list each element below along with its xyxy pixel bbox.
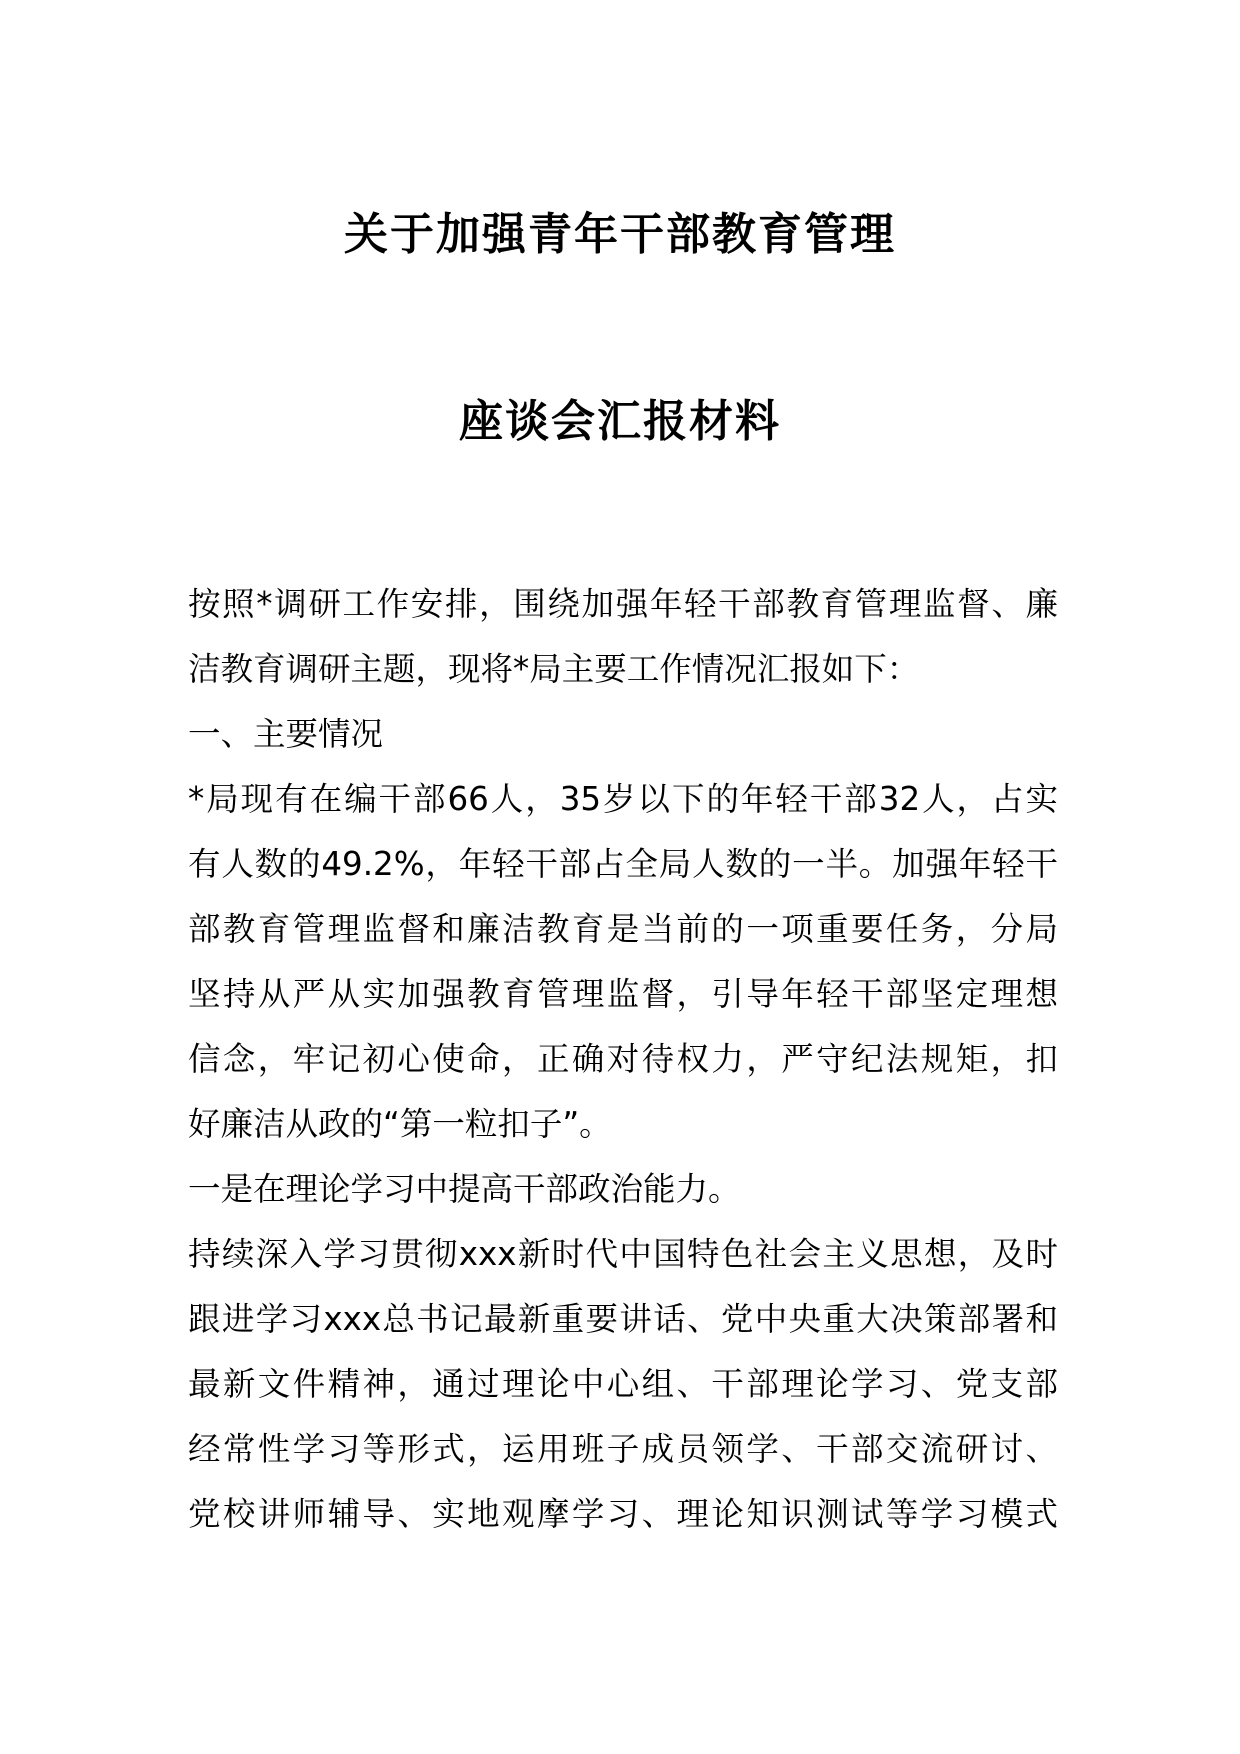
- body-line: 洁教育调研主题，现将*局主要工作情况汇报如下：: [188, 650, 920, 688]
- body-line: 最新文件精神，通过理论中心组、干部理论学习、党支部: [188, 1365, 1058, 1403]
- body-line: 跟进学习xxx总书记最新重要讲话、党中央重大决策部署和: [188, 1300, 1058, 1338]
- body-line: 按照*调研工作安排，围绕加强年轻干部教育管理监督、廉: [188, 585, 1058, 623]
- body-line: 党校讲师辅导、实地观摩学习、理论知识测试等学习模式: [188, 1495, 1058, 1533]
- body-line: 部教育管理监督和廉洁教育是当前的一项重要任务，分局: [188, 910, 1058, 948]
- body-line: 好廉洁从政的“第一粒扣子”。: [188, 1105, 612, 1143]
- body-line: *局现有在编干部66人，35岁以下的年轻干部32人，占实: [188, 780, 1058, 818]
- document-body: [188, 572, 1058, 1547]
- body-line: 信念，牢记初心使命，正确对待权力，严守纪法规矩，扣: [188, 1040, 1058, 1078]
- document-title-line-1: 关于加强青年干部教育管理: [344, 209, 896, 260]
- body-line: 有人数的49.2%，年轻干部占全局人数的一半。加强年轻干: [188, 845, 1058, 883]
- section-heading: 一、主要情况: [188, 715, 384, 753]
- body-line: 持续深入学习贯彻xxx新时代中国特色社会主义思想，及时: [188, 1235, 1058, 1273]
- body-line: 坚持从严从实加强教育管理监督，引导年轻干部坚定理想: [188, 975, 1058, 1013]
- body-line: 经常性学习等形式，运用班子成员领学、干部交流研讨、: [188, 1430, 1058, 1468]
- subsection-heading: 一是在理论学习中提高干部政治能力。: [188, 1170, 741, 1208]
- document-title-line-2: 座谈会汇报材料: [459, 396, 781, 447]
